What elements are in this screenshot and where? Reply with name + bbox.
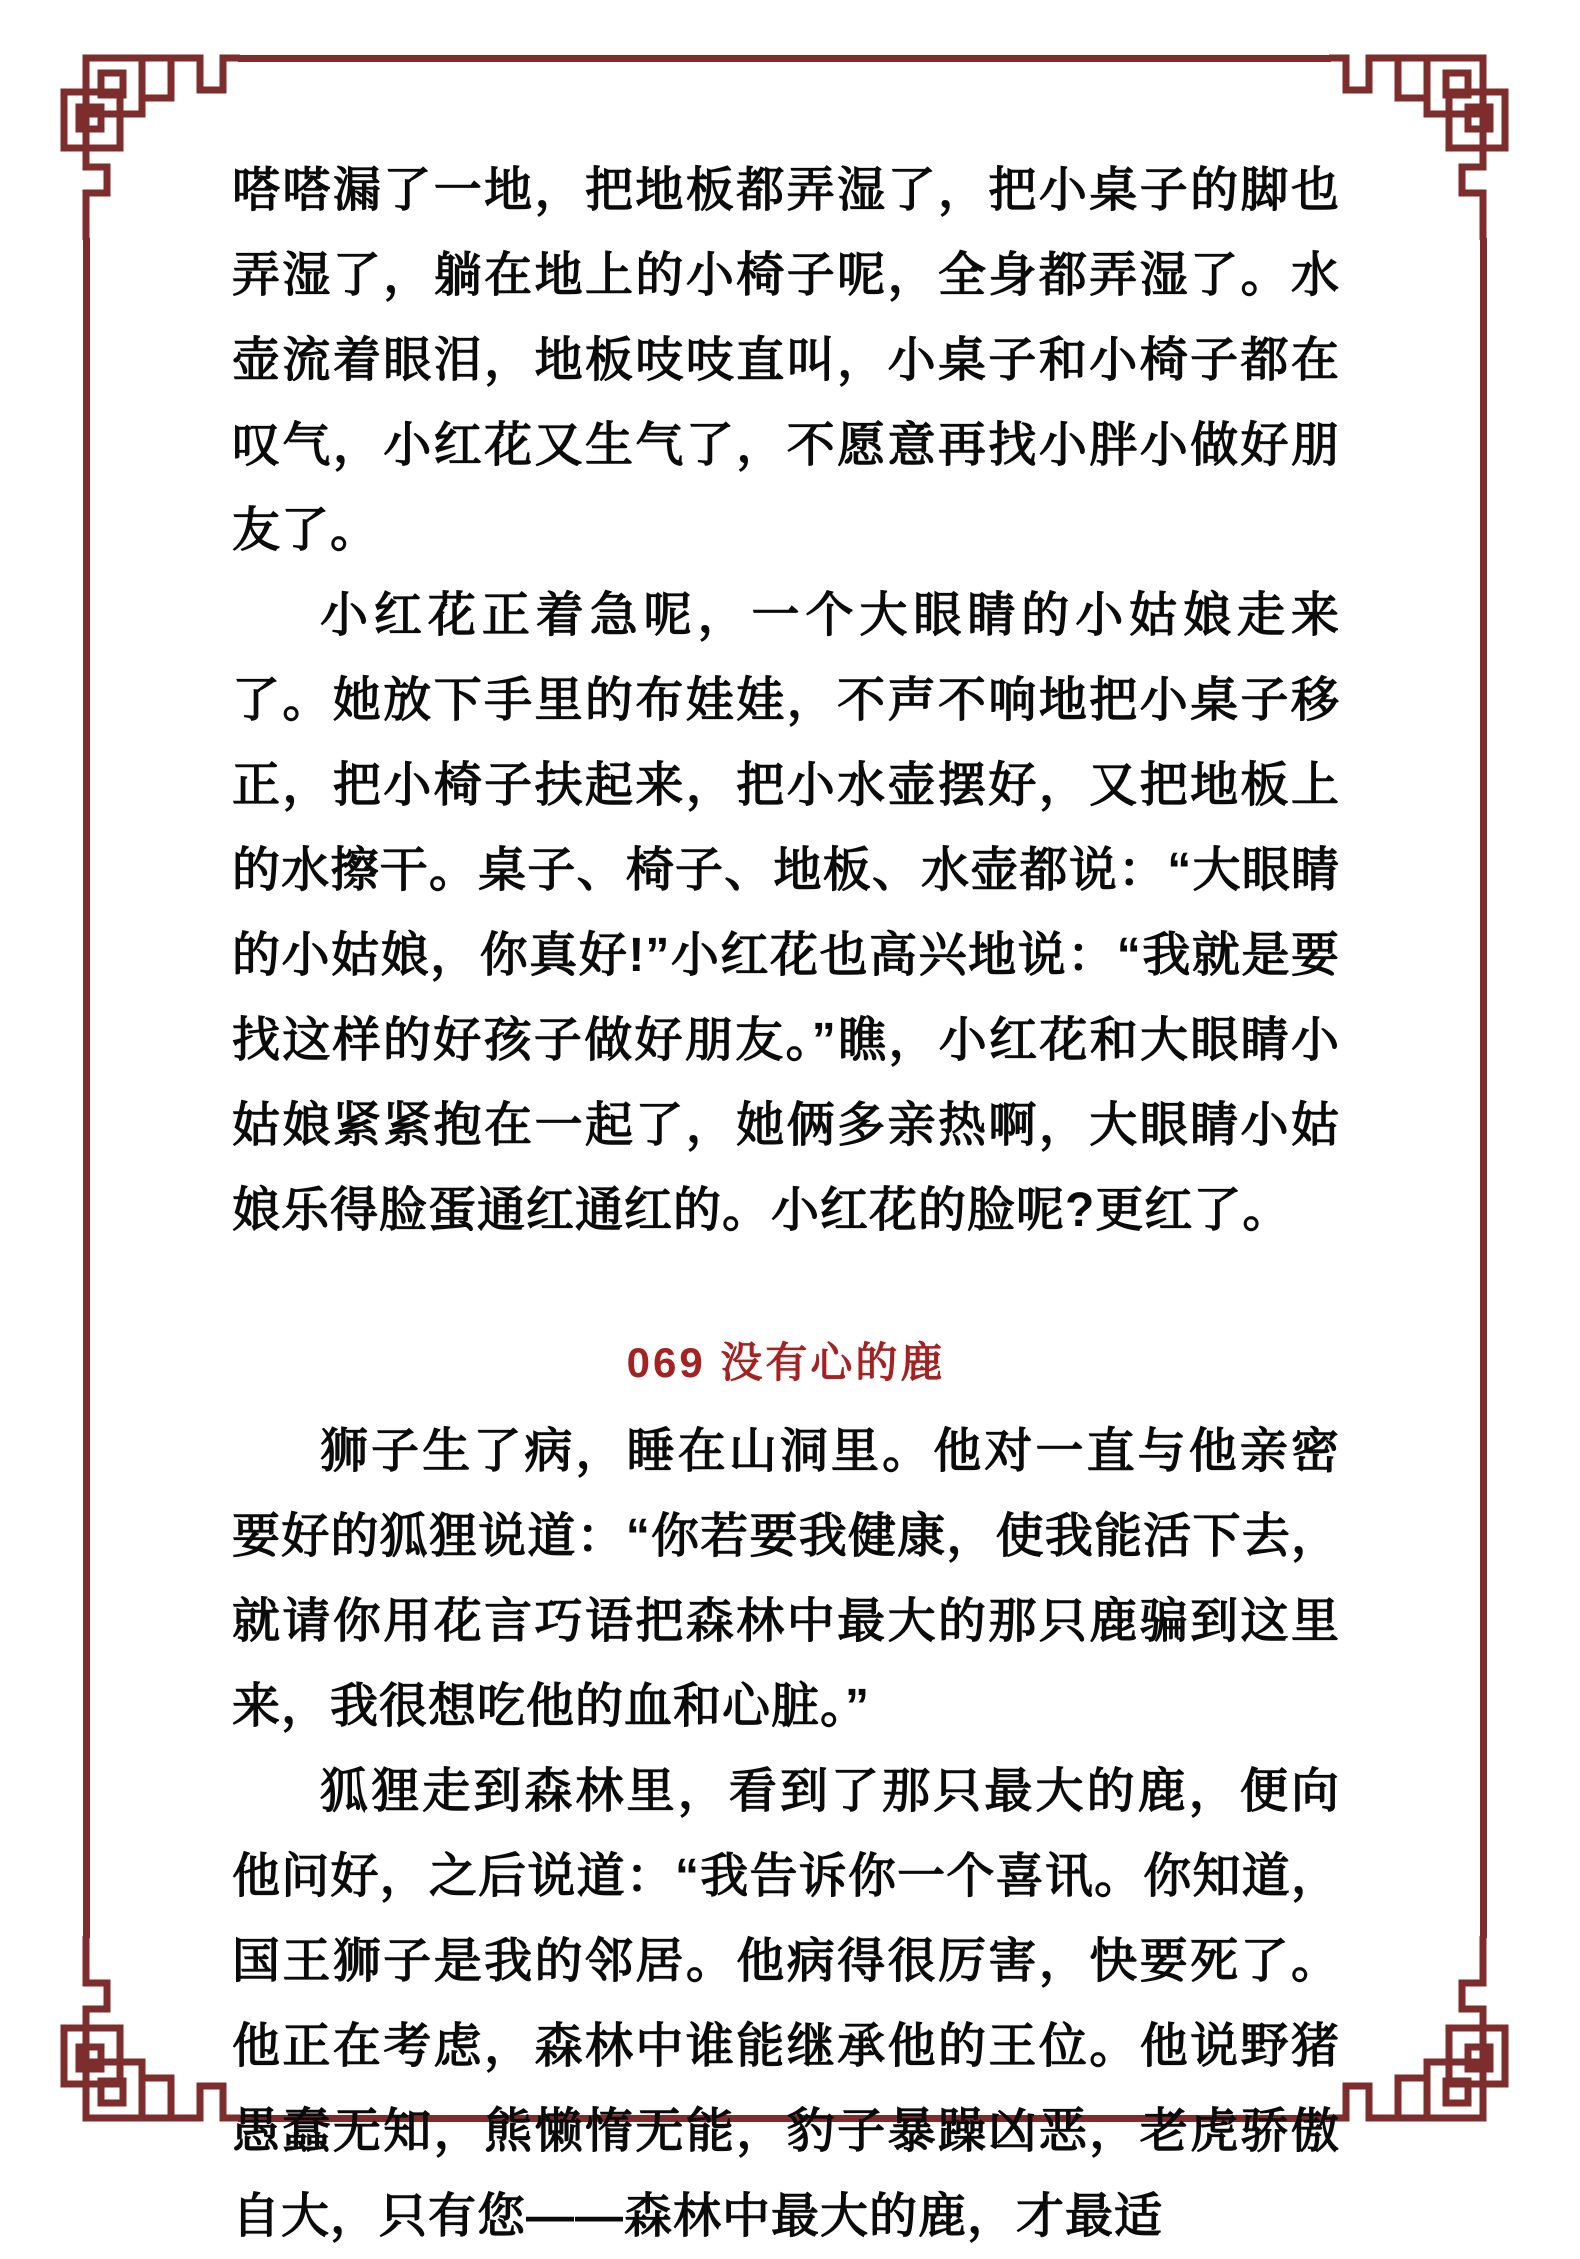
frame-border-right <box>1480 238 1487 1938</box>
corner-knot-ornament-top-left-icon <box>0 0 240 240</box>
corner-knot-ornament-top-right-icon <box>1329 0 1569 240</box>
page-content <box>232 148 1340 2259</box>
story-title: 069 没有心的鹿 <box>626 1339 946 1386</box>
frame-border-left <box>83 238 90 1938</box>
story-paragraph: 小红花正着急呢，一个大眼睛的小姑娘走来了。她放下手里的布娃娃，不声不响地把小桌子移正，把小椅子扶起来，把小水壶摆好，又把地板上的水擦干。桌子、椅子、地板、水壶都说：“大眼睛的小姑娘，你真好!”小红花也高兴地说：“我就是要找这样的好孩子做好朋友。”瞧，小红花和大眼睛小姑娘紧紧抱在一起了，她俩多亲热啊，大眼睛小姑娘乐得脸蛋通红通红的。小红花的脸呢?更红了。 <box>232 589 1340 1237</box>
frame-border-top <box>238 55 1331 62</box>
story-paragraph: 狐狸走到森林里，看到了那只最大的鹿，便向他问好，之后说道：“我告诉你一个喜讯。你知道，国王狮子是我的邻居。他病得很厉害，快要死了。他正在考虑，森林中谁能继承他的王位。他说野猪愚蠢无知，熊懒惰无能，豹子暴躁凶恶，老虎骄傲自大，只有您——森林中最大的鹿，才最适 <box>232 1765 1340 2243</box>
story-paragraph: 嗒嗒漏了一地，把地板都弄湿了，把小桌子的脚也弄湿了，躺在地上的小椅子呢，全身都弄湿了。水壶流着眼泪，地板吱吱直叫，小桌子和小椅子都在叹气，小红花又生气了，不愿意再找小胖小做好朋友了。 <box>232 164 1340 557</box>
corner-knot-ornament-bottom-left-icon <box>0 1936 240 2176</box>
corner-knot-ornament-bottom-right-icon <box>1329 1936 1569 2176</box>
story-paragraph: 狮子生了病，睡在山洞里。他对一直与他亲密要好的狐狸说道：“你若要我健康，使我能活下去，就请你用花言巧语把森林中最大的那只鹿骗到这里来，我很想吃他的血和心脏。” <box>232 1425 1340 1733</box>
